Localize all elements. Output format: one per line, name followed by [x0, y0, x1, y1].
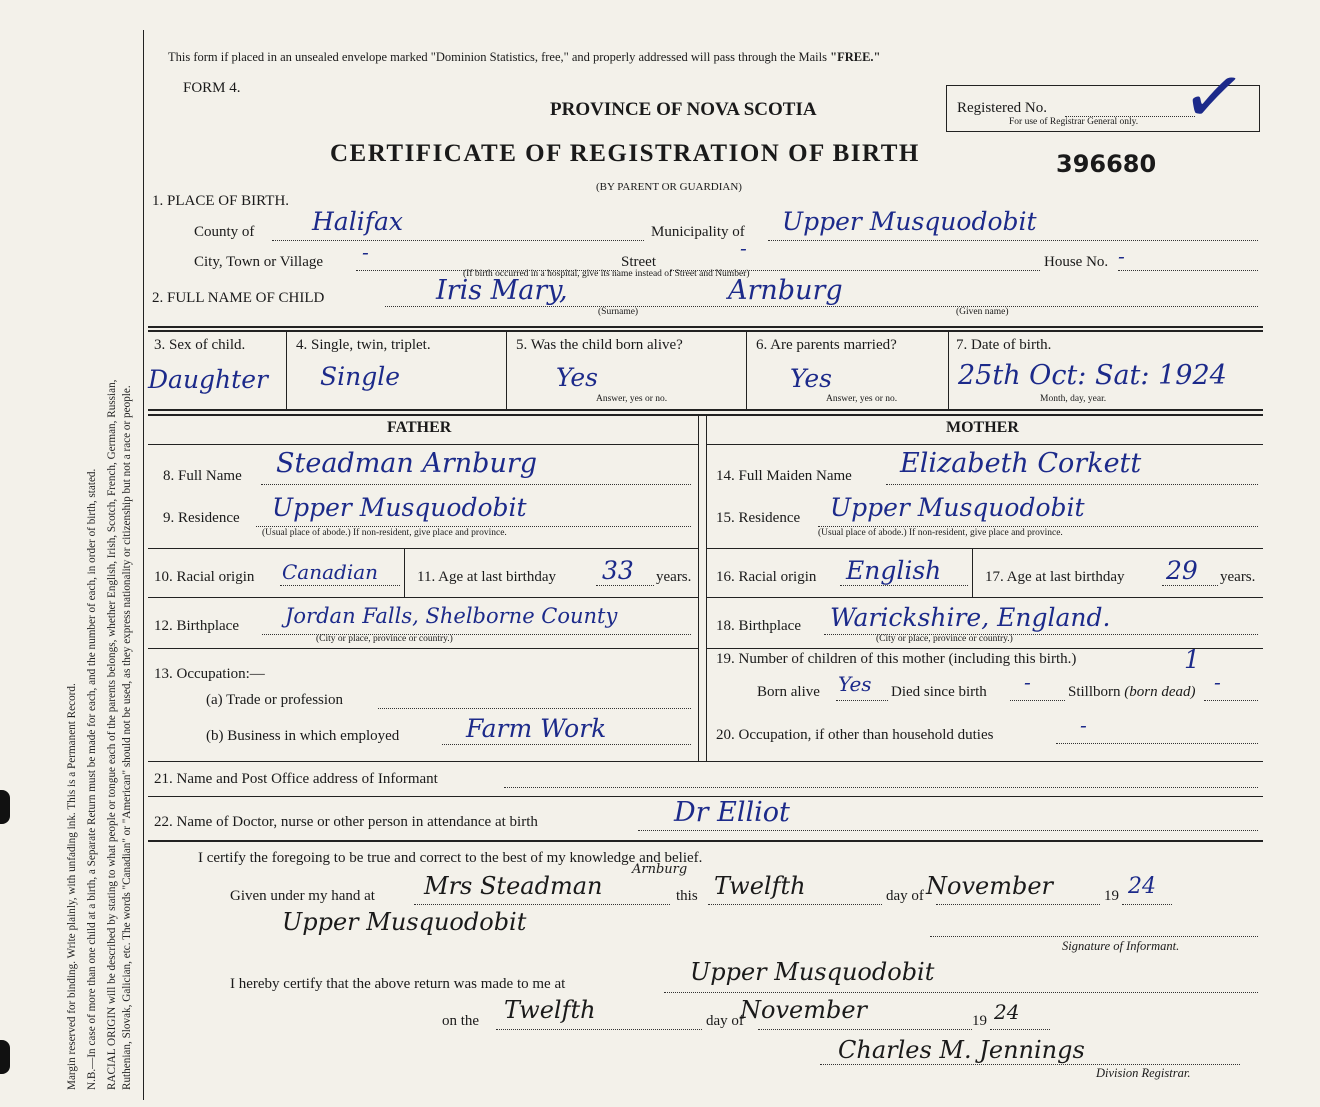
margin-note-1: Margin reserved for binding. Write plainly, with unfading ink. This is a Permanent Record. — [66, 683, 78, 1090]
birth-date-label: 7. Date of birth. — [956, 337, 1052, 353]
mother-residence-label: 15. Residence — [716, 510, 801, 526]
registrar-signature-label: Division Registrar. — [1096, 1066, 1191, 1080]
father-residence-label: 9. Residence — [163, 510, 240, 526]
registrar-note: For use of Registrar General only. — [1009, 117, 1139, 127]
sex-value: Daughter — [148, 365, 268, 394]
born-alive-count-value: Yes — [838, 672, 872, 696]
check-mark-icon: ✓ — [1176, 48, 1252, 145]
plurality-value: Single — [320, 362, 401, 391]
house-label: House No. — [1044, 254, 1109, 270]
father-years-label: years. — [656, 569, 692, 585]
city-value: - — [362, 240, 369, 264]
registered-label: Registered No. — [957, 100, 1047, 116]
parents-married-value: Yes — [790, 364, 832, 393]
father-birthplace-note: (City or place, province or country.) — [316, 634, 453, 644]
margin-note-3: RACIAL ORIGIN will be described by stating to what people or tongue each of the parents belongs, whether English, Irish, Scotch, French, German, Russian, — [106, 379, 118, 1090]
stillborn-value: - — [1214, 670, 1221, 694]
place-of-birth-label: 1. PLACE OF BIRTH. — [152, 193, 290, 209]
trade-label: (a) Trade or profession — [206, 692, 344, 708]
mother-name-value: Elizabeth Corkett — [900, 448, 1142, 479]
page-title: CERTIFICATE OF REGISTRATION OF BIRTH — [330, 140, 920, 167]
mother-age-value: 29 — [1166, 556, 1198, 585]
registrar-place-value: Upper Musquodobit — [690, 958, 935, 986]
mother-name-label: 14. Full Maiden Name — [716, 468, 852, 484]
stillborn-label: Stillborn (born dead) — [1068, 684, 1196, 700]
sex-label: 3. Sex of child. — [154, 337, 246, 353]
birth-date-note: Month, day, year. — [1040, 394, 1107, 404]
father-heading: FATHER — [387, 419, 452, 436]
father-racial-value: Canadian — [282, 560, 379, 584]
city-label: City, Town or Village — [194, 254, 324, 270]
child-given-value: Iris Mary, — [436, 275, 568, 306]
mother-occupation-label: 20. Occupation, if other than household duties — [716, 727, 994, 743]
mother-age-label: 17. Age at last birthday — [985, 569, 1125, 585]
father-name-value: Steadman Arnburg — [276, 448, 538, 479]
this-label: this — [676, 888, 698, 904]
given-day-value: Twelfth — [714, 872, 806, 900]
registrar-on-label: on the — [442, 1013, 480, 1029]
child-name-label: 2. FULL NAME OF CHILD — [152, 290, 325, 306]
given-year-value: 24 — [1128, 874, 1156, 899]
given-name-label: (Given name) — [956, 307, 1009, 317]
given-month-value: November — [926, 872, 1054, 900]
mother-racial-value: English — [846, 556, 942, 585]
died-value: - — [1024, 670, 1031, 694]
parents-married-label: 6. Are parents married? — [756, 337, 897, 353]
given-place-value: Mrs Steadman — [424, 872, 603, 900]
occupation-label: 13. Occupation:— — [154, 666, 265, 682]
municipality-value: Upper Musquodobit — [782, 207, 1037, 236]
registrar-day-of-label: day of — [706, 1013, 744, 1029]
given-day-of-label: day of — [886, 888, 924, 904]
binding-hole — [0, 1040, 10, 1074]
birth-date-value: 25th Oct: Sat: 1924 — [958, 360, 1227, 391]
father-residence-note: (Usual place of abode.) If non-resident, give place and province. — [262, 528, 507, 538]
registration-number-stamp: 396680 — [1056, 150, 1157, 178]
child-surname-value: Arnburg — [728, 275, 843, 306]
province-heading: PROVINCE OF NOVA SCOTIA — [550, 99, 817, 120]
father-residence-value: Upper Musquodobit — [272, 493, 527, 522]
given-under-hand-label: Given under my hand at — [230, 888, 375, 904]
born-alive-note: Answer, yes or no. — [596, 394, 668, 404]
parents-married-note: Answer, yes or no. — [826, 394, 898, 404]
mother-birthplace-label: 18. Birthplace — [716, 618, 801, 634]
mother-occupation-value: - — [1080, 713, 1087, 737]
informant-signature-label: Signature of Informant. — [1062, 939, 1180, 953]
street-label: Street — [621, 254, 656, 270]
father-birthplace-label: 12. Birthplace — [154, 618, 239, 634]
mother-heading: MOTHER — [946, 419, 1019, 436]
registrar-year-prefix: 19 — [972, 1013, 987, 1029]
given-year-prefix: 19 — [1104, 888, 1119, 904]
registrar-certification: I hereby certify that the above return was made to me at — [230, 976, 566, 992]
registrar-month-value: November — [740, 996, 868, 1024]
mother-birthplace-value: Warickshire, England. — [830, 603, 1111, 632]
father-age-value: 33 — [602, 556, 634, 585]
mother-years-label: years. — [1220, 569, 1256, 585]
mother-racial-label: 16. Racial origin — [716, 569, 817, 585]
born-alive-count-label: Born alive — [757, 684, 820, 700]
informant-certification: I certify the foregoing to be true and correct to the best of my knowledge and belief. — [198, 850, 703, 866]
mail-notice: This form if placed in an unsealed envelope marked "Dominion Statistics, free," and properly addressed will pass through the Mails "FREE." — [168, 50, 881, 64]
born-alive-label: 5. Was the child born alive? — [516, 337, 683, 353]
margin-rule — [143, 30, 144, 1100]
business-value: Farm Work — [466, 714, 607, 743]
children-count-label: 19. Number of children of this mother (including this birth.) — [716, 651, 1077, 667]
born-alive-value: Yes — [556, 363, 598, 392]
municipality-label: Municipality of — [651, 224, 745, 240]
form-number: FORM 4. — [183, 80, 241, 96]
registrar-year-value: 24 — [994, 1000, 1020, 1024]
died-label: Died since birth — [891, 684, 987, 700]
father-racial-label: 10. Racial origin — [154, 569, 255, 585]
registrar-day-value: Twelfth — [504, 996, 596, 1024]
mother-birthplace-note: (City or place, province or country.) — [876, 634, 1013, 644]
mother-residence-note: (Usual place of abode.) If non-resident, give place and province. — [818, 528, 1063, 538]
margin-note-4: Ruthenian, Slovak, Galician, etc. The words "Canadian" or "American" should not be used, as they express nationality or citizenship but not a race or people. — [121, 385, 133, 1090]
county-value: Halifax — [312, 207, 403, 236]
house-value: - — [1118, 244, 1125, 268]
father-age-label: 11. Age at last birthday — [417, 569, 556, 585]
business-label: (b) Business in which employed — [206, 728, 400, 744]
surname-label: (Surname) — [598, 307, 639, 317]
binding-hole — [0, 790, 10, 824]
hospital-note: (If birth occurred in a hospital, give its name instead of Street and Number) — [463, 269, 750, 279]
margin-note-2: N.B.—In case of more than one child at a birth, a Separate Return must be made for each, and the number of each, in order of birth, stated. — [86, 468, 98, 1090]
margin-instructions — [0, 0, 140, 1107]
father-birthplace-value: Jordan Falls, Shelborne County — [285, 604, 618, 628]
page-subtitle: (BY PARENT OR GUARDIAN) — [596, 181, 742, 193]
doctor-label: 22. Name of Doctor, nurse or other person in attendance at birth — [154, 814, 538, 830]
given-place-insert: Arnburg — [632, 862, 688, 877]
informant-place-line: Upper Musquodobit — [282, 908, 527, 936]
mother-residence-value: Upper Musquodobit — [830, 493, 1085, 522]
informant-label: 21. Name and Post Office address of Informant — [154, 771, 438, 787]
children-count-value: 1 — [1184, 645, 1200, 674]
county-label: County of — [194, 224, 255, 240]
plurality-label: 4. Single, twin, triplet. — [296, 337, 431, 353]
doctor-value: Dr Elliot — [674, 797, 790, 828]
street-value: - — [740, 236, 747, 260]
registrar-signature: Charles M. Jennings — [838, 1036, 1085, 1064]
father-name-label: 8. Full Name — [163, 468, 242, 484]
